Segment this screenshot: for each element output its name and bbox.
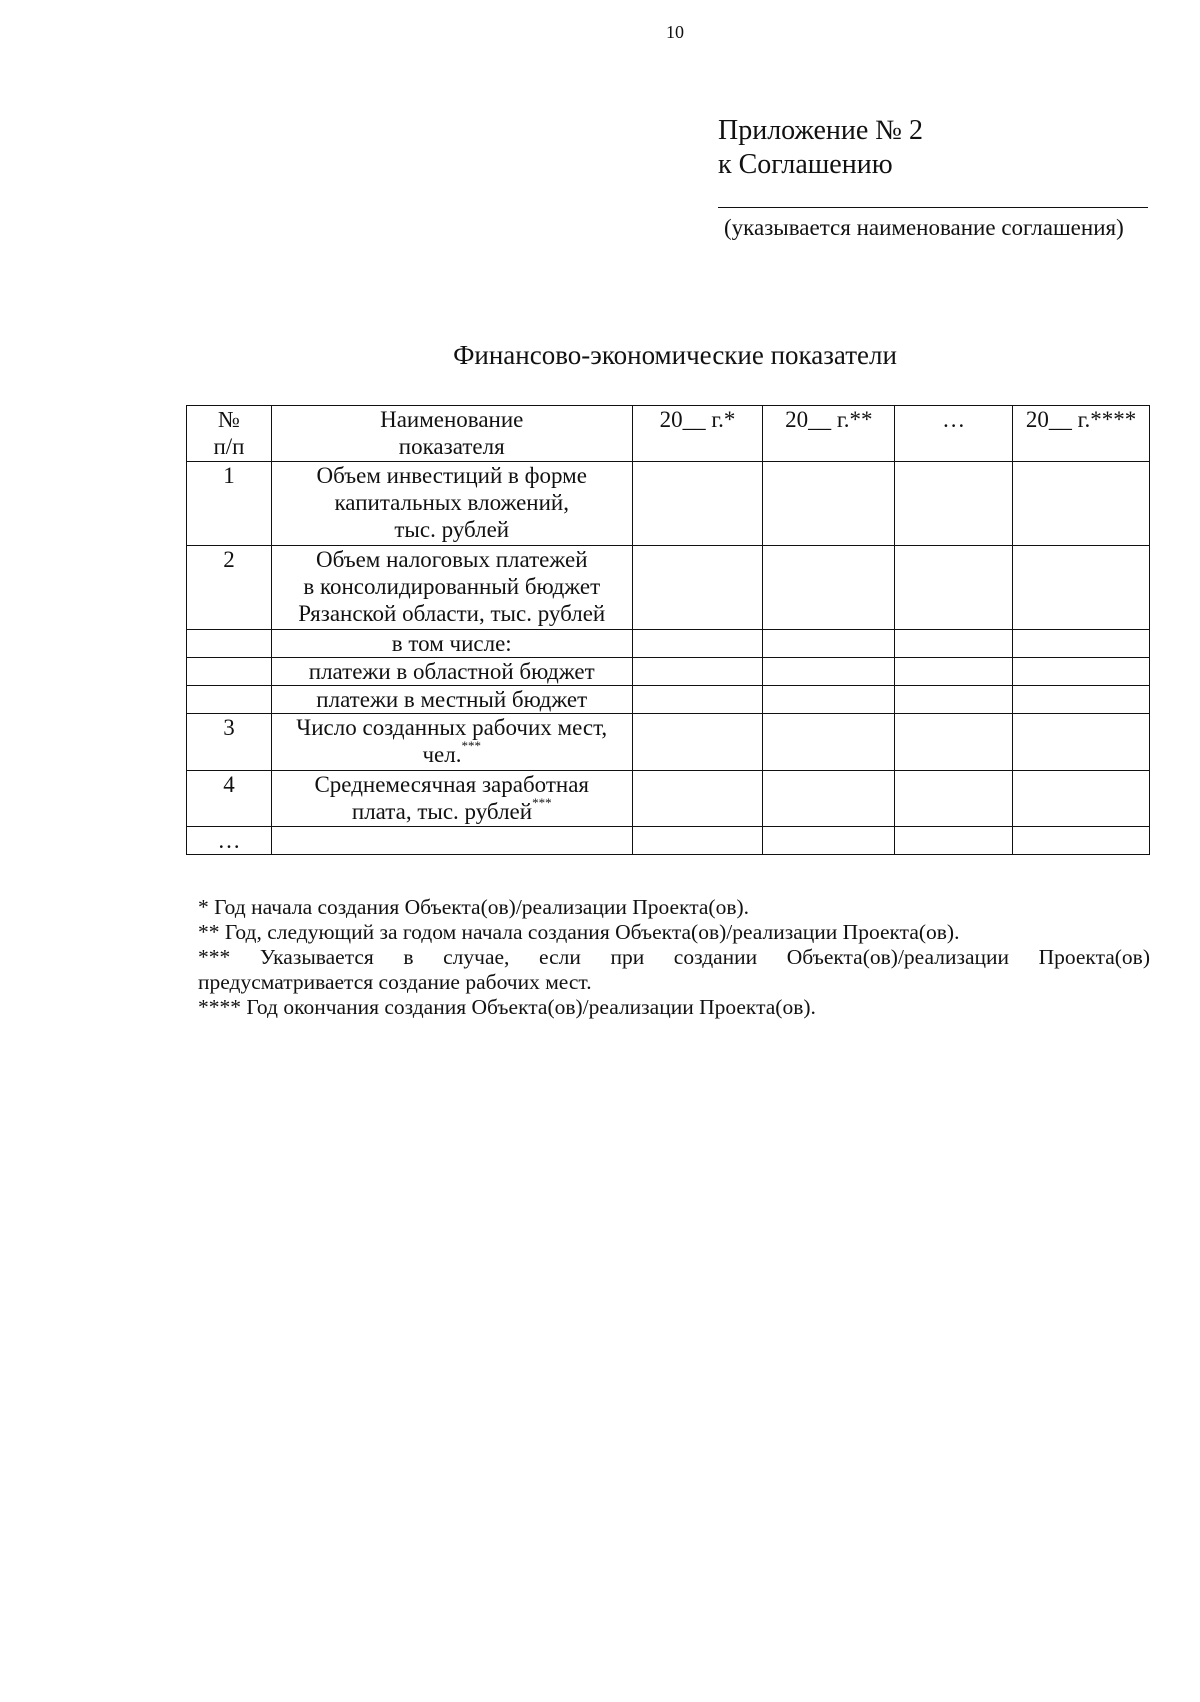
appendix-reference: к Соглашению [718, 149, 893, 180]
appendix-number: Приложение № 2 [718, 115, 923, 146]
page-number: 10 [666, 22, 684, 42]
value-cell [895, 630, 1013, 658]
agreement-name-line [718, 207, 1148, 208]
table-row [187, 771, 1150, 827]
value-cell [895, 714, 1013, 771]
row-number [187, 630, 272, 658]
footnote-next-year: ** Год, следующий за годом начала создания Объекта(ов)/реализации Проекта(ов). [198, 920, 960, 944]
footnote-jobs: *** Указывается в случае, если при создании Объекта(ов)/реализации Проекта(ов) [198, 945, 1150, 969]
value-cell [895, 686, 1013, 714]
value-cell [763, 771, 895, 827]
row-indicator-name: платежи в областной бюджет [271, 658, 632, 686]
value-cell [763, 630, 895, 658]
table-row [187, 686, 1150, 714]
agreement-name-caption: (указывается наименование соглашения) [724, 215, 1124, 240]
value-cell [763, 827, 895, 855]
table-row [187, 714, 1150, 771]
value-cell [632, 462, 763, 546]
value-cell [1013, 714, 1150, 771]
row-number: 4 [187, 771, 272, 827]
value-cell [1013, 771, 1150, 827]
indicator-name-line: Число созданных рабочих мест, [296, 715, 608, 740]
indicator-unit: плата, тыс. рублей [351, 799, 533, 824]
footnotes [198, 895, 1150, 1020]
value-cell [895, 462, 1013, 546]
footnote-mark: *** [461, 738, 481, 753]
value-cell [763, 714, 895, 771]
table-row [187, 827, 1150, 855]
value-cell [763, 658, 895, 686]
value-cell [895, 827, 1013, 855]
table-row [187, 630, 1150, 658]
header-number: № п/п [187, 406, 272, 462]
value-cell [1013, 686, 1150, 714]
row-number: 1 [187, 462, 272, 546]
value-cell [895, 771, 1013, 827]
row-number: 3 [187, 714, 272, 771]
table-header-row [187, 406, 1150, 462]
value-cell [763, 462, 895, 546]
value-cell [1013, 630, 1150, 658]
indicators-table [186, 405, 1150, 855]
header-year-last: 20__ г.**** [1013, 406, 1150, 462]
value-cell [632, 714, 763, 771]
header-year-first: 20__ г.* [632, 406, 763, 462]
row-indicator-name [271, 827, 632, 855]
row-number: 2 [187, 546, 272, 630]
value-cell [632, 827, 763, 855]
row-indicator-name: Объем инвестиций в форме капитальных вложений, тыс. рублей [271, 462, 632, 546]
row-indicator-name [271, 714, 632, 771]
value-cell [632, 771, 763, 827]
table-row [187, 658, 1150, 686]
footnote-start-year: * Год начала создания Объекта(ов)/реализации Проекта(ов). [198, 895, 750, 919]
footnote-mark: *** [532, 795, 552, 810]
row-indicator-name: Объем налоговых платежей в консолидированный бюджет Рязанской области, тыс. рублей [271, 546, 632, 630]
row-number [187, 686, 272, 714]
header-indicator-name: Наименование показателя [271, 406, 632, 462]
table-row [187, 462, 1150, 546]
row-indicator-name: платежи в местный бюджет [271, 686, 632, 714]
value-cell [763, 546, 895, 630]
value-cell [632, 686, 763, 714]
indicator-name-line [276, 738, 628, 768]
indicator-name-line: Среднемесячная заработная [314, 772, 590, 797]
value-cell [1013, 462, 1150, 546]
appendix-heading [718, 114, 923, 182]
row-number [187, 658, 272, 686]
document-title: Финансово-экономические показатели [453, 340, 897, 370]
value-cell [1013, 658, 1150, 686]
indicator-unit: чел. [422, 742, 462, 767]
value-cell [763, 686, 895, 714]
table-row [187, 546, 1150, 630]
value-cell [632, 546, 763, 630]
indicator-name-line [276, 795, 628, 825]
value-cell [895, 658, 1013, 686]
footnote-jobs-continued: предусматривается создание рабочих мест. [198, 970, 592, 994]
value-cell [632, 658, 763, 686]
footnote-end-year: **** Год окончания создания Объекта(ов)/реализации Проекта(ов). [198, 995, 816, 1019]
row-number: … [187, 827, 272, 855]
value-cell [1013, 546, 1150, 630]
row-indicator-name: в том числе: [271, 630, 632, 658]
row-indicator-name [271, 771, 632, 827]
value-cell [1013, 827, 1150, 855]
value-cell [895, 546, 1013, 630]
header-year-second: 20__ г.** [763, 406, 895, 462]
header-ellipsis: … [895, 406, 1013, 462]
value-cell [632, 630, 763, 658]
